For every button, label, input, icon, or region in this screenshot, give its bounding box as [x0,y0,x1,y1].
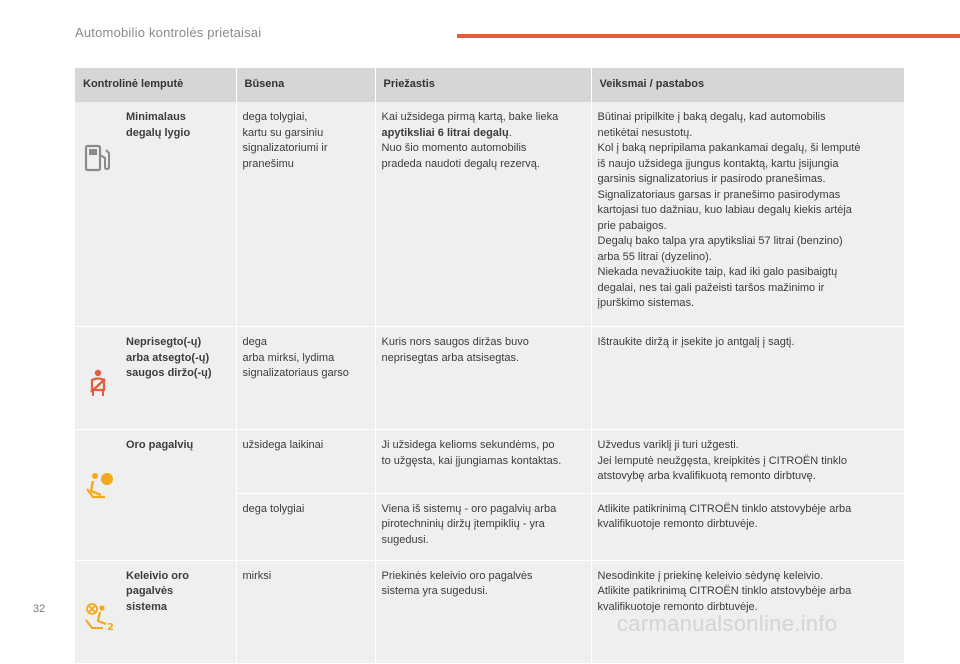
passenger-airbag-off-icon [83,602,122,632]
lamp-icon-cell [75,102,122,327]
table-row [75,430,904,494]
column-header-lamp: Kontrolinė lemputė [75,68,236,102]
lamp-name: Minimalaus degalų lygio [122,102,236,327]
table-header-row [75,68,904,102]
cause-text: Kai užsidega pirmą kartą, bake lieka [381,111,559,123]
lamp-icon-cell [75,430,122,561]
lamp-action: Ištraukite diržą ir įsekite jo antgalį į sagtį. [591,327,904,430]
lamp-state: dega tolygiai [236,493,375,560]
watermark: carmanualsonline.info [617,611,838,636]
fuel-pump-icon [83,143,122,173]
column-header-state: Būsena [236,68,375,102]
lamp-icon-cell [75,560,122,663]
table-row [75,327,904,430]
cause-bold-text: apytiksliai 6 litrai degalų [381,126,509,139]
lamp-cause [375,102,591,327]
lamp-cause: Viena iš sistemų - oro pagalvių arba pirotechninių diržų įtempiklių - yra sugedusi. [375,493,591,560]
header-accent-bar [457,34,960,38]
airbag-icon [83,471,122,501]
lamp-action: Užvedus variklį ji turi užgesti. Jei lemputė neužgęsta, kreipkitės į CITROËN tinklo atstovybę arba kvalifikuotą remonto dirbtuvę. [591,430,904,494]
svg-text:2: 2 [107,621,114,632]
lamp-cause: Ji užsidega kelioms sekundėms, po to užgęsta, kai įjungiamas kontaktas. [375,430,591,494]
warning-lamp-table [75,68,905,664]
lamp-state: dega arba mirksi, lydima signalizatoriaus garso [236,327,375,430]
lamp-cause: Kuris nors saugos diržas buvo neprisegtas arba atsisegtas. [375,327,591,430]
cause-text-continued: . Nuo šio momento automobilis pradeda naudoti degalų rezervą. [381,126,540,170]
lamp-name: Neprisegto(-ų) arba atsegto(-ų) saugos diržo(-ų) [122,327,236,430]
lamp-action: Nesodinkite į priekinę keleivio sėdynę keleivio. Atlikite patikrinimą CITROËN tinklo atstovybėje arba kvalifikuotoje remonto dirbtuvėje. [591,560,904,663]
lamp-action: Atlikite patikrinimą CITROËN tinklo atstovybėje arba kvalifikuotoje remonto dirbtuvėje. [591,493,904,560]
seatbelt-icon [83,368,122,398]
lamp-state: mirksi [236,560,375,663]
section-title: Automobilio kontrolės prietaisai [75,25,262,40]
page-number: 32 [33,603,46,615]
column-header-action: Veiksmai / pastabos [591,68,904,102]
lamp-state: užsidega laikinai [236,430,375,494]
lamp-name: Oro pagalvių [122,430,236,561]
lamp-cause: Priekinės keleivio oro pagalvės sistema yra sugedusi. [375,560,591,663]
lamp-icon-cell [75,327,122,430]
table-row [75,102,904,327]
lamp-action: Būtinai pripilkite į baką degalų, kad automobilis netikėtai nesustotų. Kol į baką nepripilama pakankamai degalų, ši lemputė iš naujo užsidega įjungus kontaktą, kartu įsijungia garsinis signalizatorius ir pasirodo pranešimas. Signalizatoriaus garsas ir pranešimo pasirodymas kartojasi tuo dažniau, kuo labiau degalų kiekis artėja prie pabaigos. Degalų bako talpa yra apytiksliai 57 litrai (benzino) arba 55 litrai (dyzelino). Niekada nevažiuokite taip, kad iki galo pasibaigtų degalai, nes tai gali pažeisti taršos mažinimo ir įpurškimo sistemas. [591,102,904,327]
lamp-name: Keleivio oro pagalvės sistema [122,560,236,663]
column-header-cause: Priežastis [375,68,591,102]
lamp-state: dega tolygiai, kartu su garsiniu signalizatoriumi ir pranešimu [236,102,375,327]
